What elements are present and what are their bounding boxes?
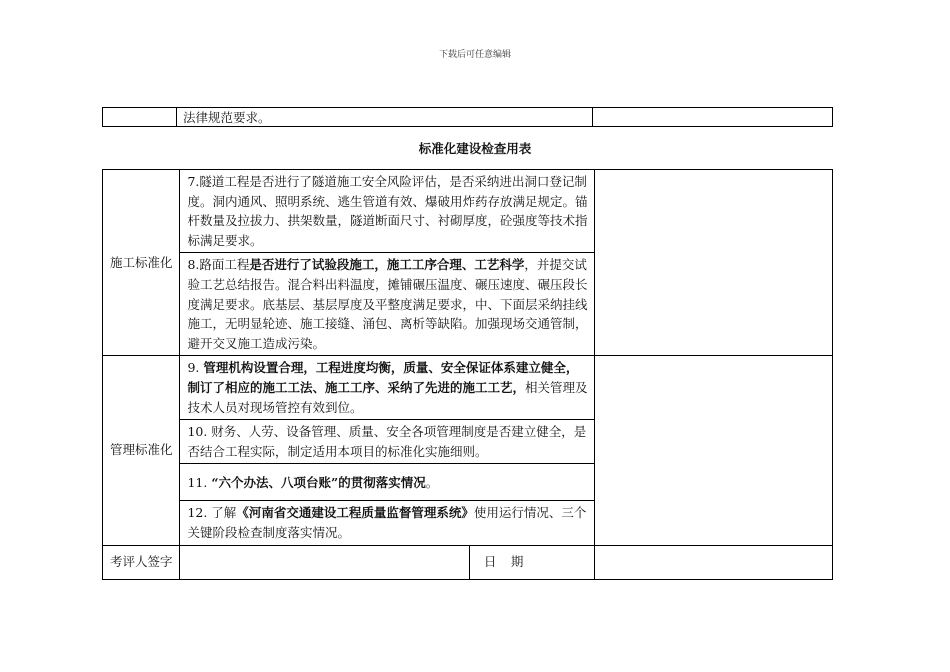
item-11 [180,464,595,501]
date-label: 日 期 [469,545,594,579]
category-construction: 施工标准化 [103,170,180,356]
item-12 [180,501,595,545]
item-text: 9. [187,360,204,376]
item-text: 12. 了解 [187,505,237,521]
item-text: 使用运行情况、三个关键阶段检查制度落实情况。 [187,505,587,540]
date-field[interactable] [595,545,833,579]
item-text-bold: “六个办法、八项台账”的贯彻落实情况 [211,474,426,490]
prev-extra-cell [593,108,833,127]
item-text: 7.隧道工程是否进行了隧道施工安全风险评估，是否采纳进出洞口登记制度。洞内通风、照明系统、逃生管道有效、爆破用炸药存放满足规定。锚杆数量及拉拔力、拱架数量，隧道断面尺寸、衬砌厚度，砼强度等技术指标满足要求。 [187,174,588,248]
previous-table-continuation [102,107,833,127]
item-7 [180,170,595,253]
item-text-bold: 管理机构设置合理，工程进度均衡，质量、安全保证体系建立健全，制订了相应的施工工法、施工工序、采纳了先进的施工工艺， [187,360,579,395]
checklist-table [102,169,833,580]
category-management: 管理标准化 [103,356,180,545]
item-text: 11. [187,474,212,490]
item-10 [180,420,595,464]
remarks-construction [595,170,833,356]
item-text-bold: 是否进行了试验段施工，施工工序合理、工艺科学 [249,257,525,273]
reviewer-signature-label: 考评人签字 [103,545,180,579]
item-text: 。 [425,474,439,490]
item-text: 8.路面工程 [187,257,250,273]
prev-item-cell: 法律规范要求。 [177,108,593,127]
item-8 [180,253,595,356]
item-text: 10. 财务、人劳、设备管理、质量、安全各项管理制度是否建立健全，是否结合工程实际，制定适用本项目的标准化实施细则。 [187,424,587,459]
reviewer-signature-field[interactable] [180,545,469,579]
item-text-bold: 《河南省交通建设工程质量监督管理系统》 [236,505,474,521]
item-9 [180,356,595,420]
table-title: 标准化建设检查用表 [418,141,532,156]
item-text: ，并提交试验工艺总结报告。混合料出料温度，摊铺碾压温度、碾压速度、碾压段长度满足要求。底基层、基层厚度及平整度满足要求，中、下面层采纳挂线施工，无明显轮迹、施工接缝、涌包、离析等缺陷。加强现场交通管制，避开交叉施工造成污染。 [187,257,588,351]
item-text: 相关管理及技术人员对现场管控有效到位。 [187,379,588,415]
header-note: 下载后可任意编辑 [438,50,511,60]
remarks-management [595,356,833,545]
prev-category-cell [103,108,177,127]
